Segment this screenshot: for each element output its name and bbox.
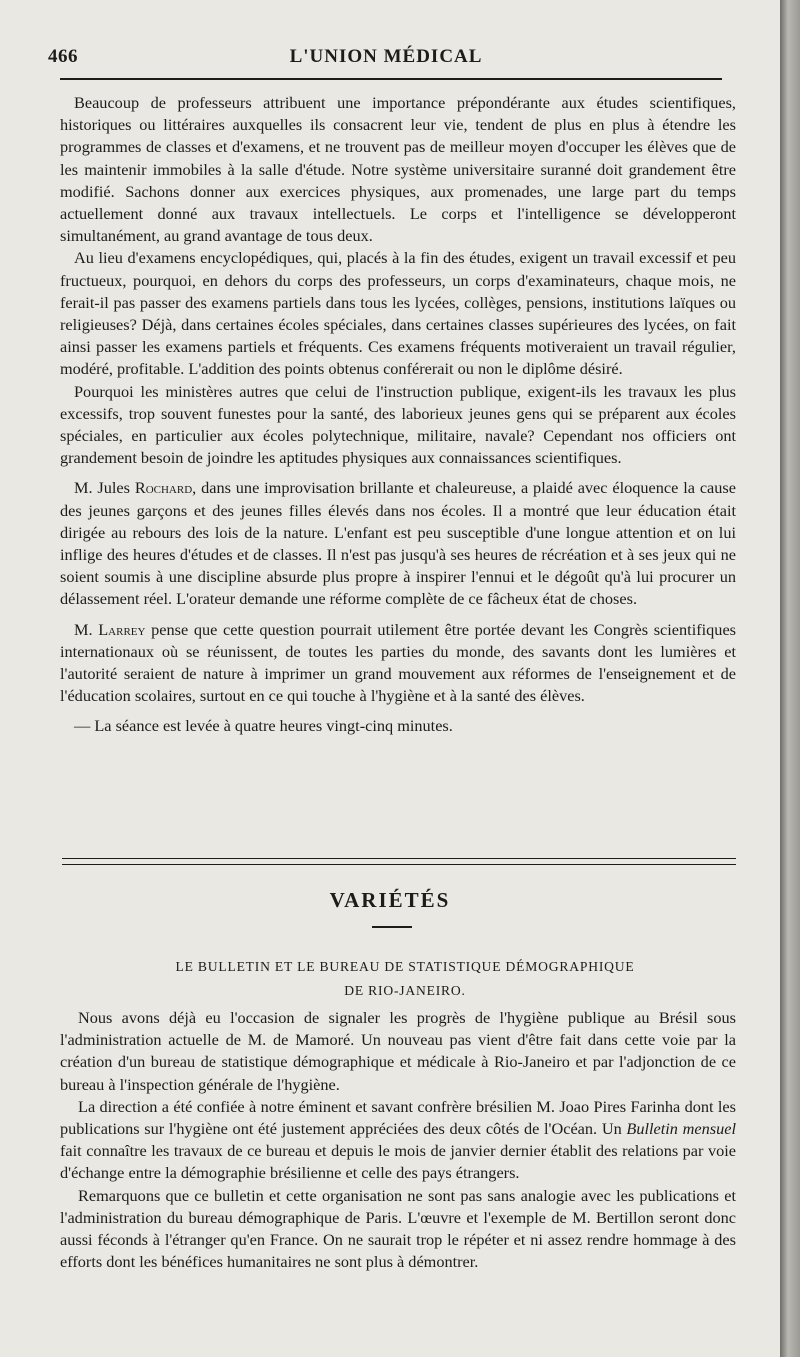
article-title-line: DE RIO-JANEIRO. [344,983,466,998]
speaker-name: Larrey [98,619,146,639]
article-title [110,955,700,1003]
article-text [60,1007,736,1273]
page-edge [780,0,800,1357]
section-title-rule [372,926,412,928]
section-title: VARIÉTÉS [329,888,451,912]
speaker-text: , dans une improvisation brillante et chaleureuse, a plaidé avec éloquence la cause des jeunes garçons et des jeunes filles élevés dans nos écoles. Il a montré que leur éducation était dirigée au rebours des lois de la nature. L'enfant est peu susceptible d'une longue attention et on lui inflige des heures d'études et de classes. Il n'est pas jusqu'à ses heures de récréation et à ses jeux qui ne soient soumis à une discipline absurde plus propre à inspirer l'ennui et le dégoût qu'à lui procurer un délassement réel. L'orateur demande une réforme complète de ce fâcheux état de choses. [60,478,736,609]
speaker-prefix: M. Jules [74,478,135,498]
closing-line: — La séance est levée à quatre heures vingt-cinq minutes. [74,716,453,736]
rochard-paragraph [60,477,736,610]
speaker-prefix: M. [74,619,99,639]
paragraph [60,1096,736,1185]
paragraph: Nous avons déjà eu l'occasion de signaler les progrès de l'hygiène publique au Brésil sous l'administration actuelle de M. de Mamoré. Un nouveau pas vient d'être fait dans cette voie par la création d'un bureau de statistique démographique et médicale à Rio-Janeiro et par l'adjonction de ce bureau à l'inspection générale de l'hygiène. [60,1008,736,1094]
larrey-paragraph [60,619,736,708]
header-rule [60,78,722,80]
page-header [48,44,724,72]
paragraph: Pourquoi les ministères autres que celui de l'instruction publique, exigent-ils les travaux les plus excessifs, trop souvent funestes pour la santé, des laborieux jeunes gens qui se préparent aux écoles spéciales, en particulier aux écoles polytechnique, militaire, navale? Cependant nos officiers ont grandement besoin de joindre les aptitudes physiques aux connaissances scientifiques. [60,381,736,468]
paragraph: Remarquons que ce bulletin et cette organisation ne sont pas sans analogie avec les publications et l'administration du bureau démographique de Paris. L'œuvre et l'exemple de M. Bertillon seront donc aussi féconds à l'étranger qu'en France. On ne saurait trop le répéter et ni assez rendre hommage à des efforts dont les bénéfices humanitaires ne sont plus à démontrer. [60,1185,736,1272]
discussion-text [60,92,736,738]
article-title-line: LE BULLETIN ET LE BUREAU DE STATISTIQUE DÉMOGRAPHIQUE [175,959,635,974]
paragraph: Au lieu d'examens encyclopédiques, qui, placés à la fin des études, exigent un travail excessif et peu fructueux, pourquoi, en dehors du corps des professeurs, un corps d'examinateurs, chaque mois, ne ferait-il pas passer des examens partiels dans tous les lycées, collèges, pensions, institutions laïques ou religieuses? Déjà, dans certaines écoles spéciales, dans certaines classes supérieures des lycées, on fait ainsi passer les examens partiels et fréquents. Ces examens fréquents motiveraient un travail régulier, modéré, profitable. L'addition des points obtenus conférerait ou non le diplôme désiré. [60,248,736,379]
speaker-name: Rochard [134,478,193,498]
bulletin-title: Bulletin mensuel [626,1119,736,1139]
paragraph: Beaucoup de professeurs attribuent une importance prépondérante aux études scientifiques, historiques ou littéraires auxquelles ils consacrent leur vie, tendent de plus en plus à étendre les programmes de classes et d'examens, et ne trouvent pas de meilleur moyen d'occuper les élèves que de les maintenir immobiles à la salle d'étude. Notre système universitaire suranné doit grandement être modifié. Sachons donner aux exercices physiques, aux promenades, une large part du temps actuellement donné aux travaux intellectuels. Le corps et l'intelligence se développeront simultanément, au grand avantage de tous deux. [60,93,736,246]
speaker-text: pense que cette question pourrait utilement être portée devant les Congrès scientifiques internationaux où se réunissent, de toutes les parties du monde, des savants dont les lumières et l'autorité seraient de nature à imprimer un grand mouvement aux réformes de l'enseignement et de l'éducation scolaires, surtout en ce qui touche à l'hygiène et à la santé des élèves. [60,619,737,706]
section-divider [62,858,736,865]
page-number: 466 [48,46,78,67]
text-run: fait connaître les travaux de ce bureau et depuis le mois de janvier dernier établit des relations par voie d'échange entre la démographie brésilienne et celle des pays étrangers. [60,1141,736,1183]
text-run: La direction a été confiée à notre éminent et savant confrère brésilien M. Joao Pires Farinha dont les publications sur l'hygiène ont été justement appréciées des deux côtés de l'Océan. Un [60,1096,736,1139]
journal-title: L'UNION MÉDICAL [289,46,483,67]
